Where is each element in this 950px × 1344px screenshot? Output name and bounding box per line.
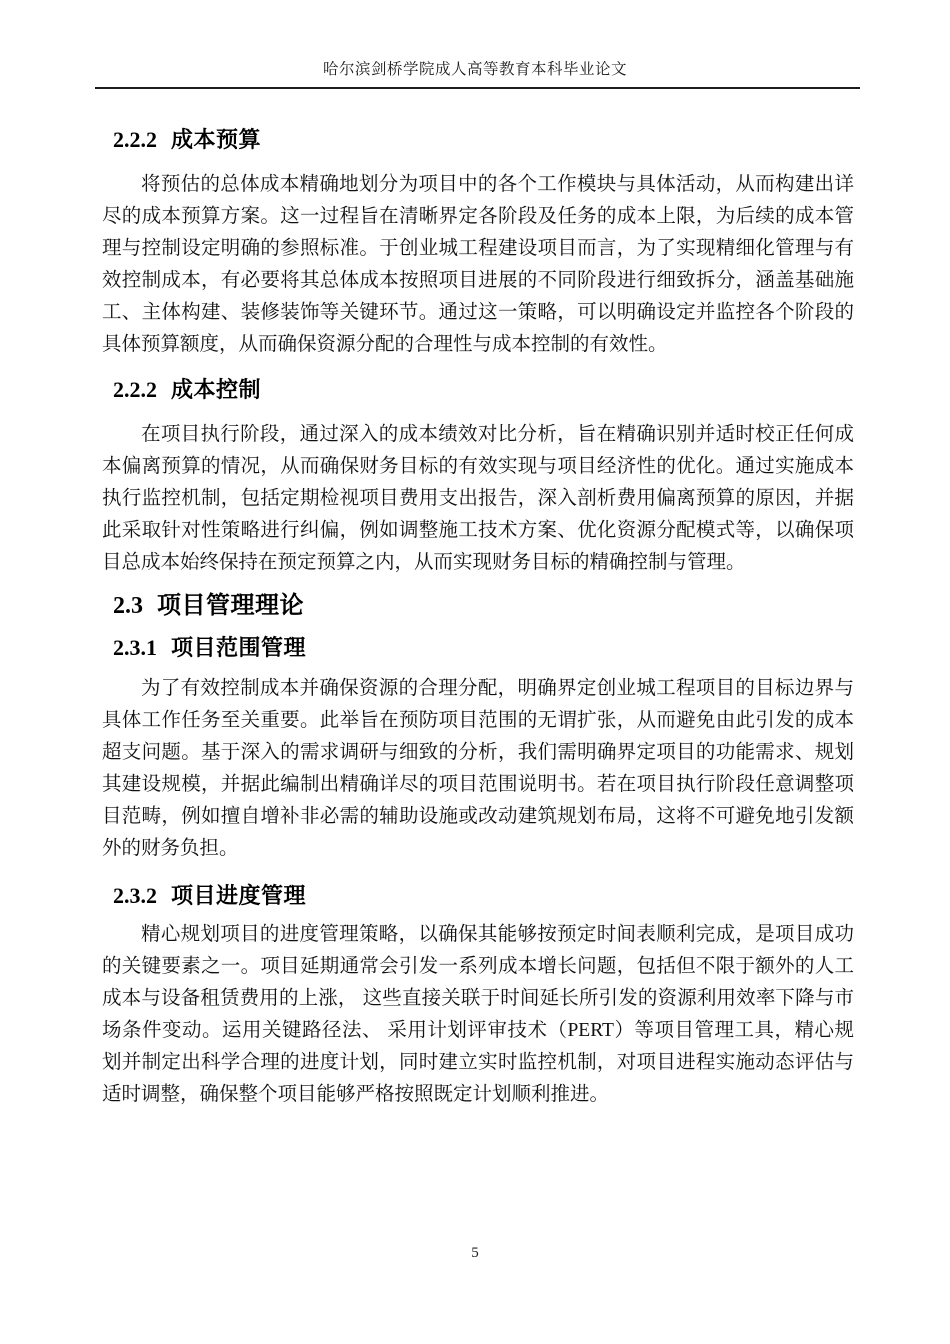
heading-title: 项目进度管理 [171,883,307,908]
heading-number: 2.3.2 [113,883,157,908]
paragraph-project-schedule: 精心规划项目的进度管理策略，以确保其能够按预定时间表顺利完成，是项目成功的关键要素之一。项目延期通常会引发一系列成本增长问题，包括但不限于额外的人工成本与设备租赁费用的上涨， 这些直接关联于时间延长所引发的资源利用效率下降与市场条件变动。运用关键路径法、 采用计划评审技术（PERT）等项目管理工具，精心规划并制定出科学合理的进度计划，同时建立实时监控机制，对项目进程实施动态评估与适时调整，确保整个项目能够严格按照既定计划顺利推进。 [102,924,854,1105]
paragraph-project-scope: 为了有效控制成本并确保资源的合理分配，明确界定创业城工程项目的目标边界与具体工作任务至关重要。此举旨在预防项目范围的无谓扩张，从而避免由此引发的成本超支问题。基于深入的需求调研与细致的分析，我们需明确界定项目的功能需求、规划其建设规模，并据此编制出精确详尽的项目范围说明书。若在项目执行阶段任意调整项目范畴，例如擅自增补非必需的辅助设施或改动建筑规划布局，这将不可避免地引发额外的财务负担。 [102,678,854,859]
running-header-title: 哈尔滨剑桥学院成人高等教育本科毕业论文 [322,61,627,78]
heading-cost-budget [102,125,854,155]
page-number: 5 [471,1245,479,1261]
heading-number: 2.2.2 [113,377,157,402]
document-content [0,125,950,1111]
heading-project-scope-management [102,633,854,663]
heading-number: 2.3.1 [113,635,157,660]
header-divider [95,87,860,89]
heading-number: 2.3 [113,593,143,619]
heading-project-management-theory [102,589,854,623]
heading-number: 2.2.2 [113,127,157,152]
heading-title: 项目范围管理 [171,635,307,660]
paragraph-cost-budget: 将预估的总体成本精确地划分为项目中的各个工作模块与具体活动，从而构建出详尽的成本预算方案。这一过程旨在清晰界定各阶段及任务的成本上限，为后续的成本管理与控制设定明确的参照标准。于创业城工程建设项目而言，为了实现精细化管理与有效控制成本，有必要将其总体成本按照项目进展的不同阶段进行细致拆分，涵盖基础施工、主体构建、装修装饰等关键环节。通过这一策略，可以明确设定并监控各个阶段的具体预算额度，从而确保资源分配的合理性与成本控制的有效性。 [102,174,854,355]
heading-title: 成本控制 [171,377,262,402]
heading-title: 项目管理理论 [157,592,304,619]
paragraph-cost-control: 在项目执行阶段，通过深入的成本绩效对比分析，旨在精确识别并适时校正任何成本偏离预算的情况，从而确保财务目标的有效实现与项目经济性的优化。通过实施成本执行监控机制，包括定期检视项目费用支出报告，深入剖析费用偏离预算的原因，并据此采取针对性策略进行纠偏，例如调整施工技术方案、优化资源分配模式等，以确保项目总成本始终保持在预定预算之内，从而实现财务目标的精确控制与管理。 [102,424,854,573]
page-footer [0,1244,950,1262]
heading-title: 成本预算 [171,127,262,152]
heading-cost-control [102,375,854,405]
heading-project-schedule-management [102,881,854,911]
